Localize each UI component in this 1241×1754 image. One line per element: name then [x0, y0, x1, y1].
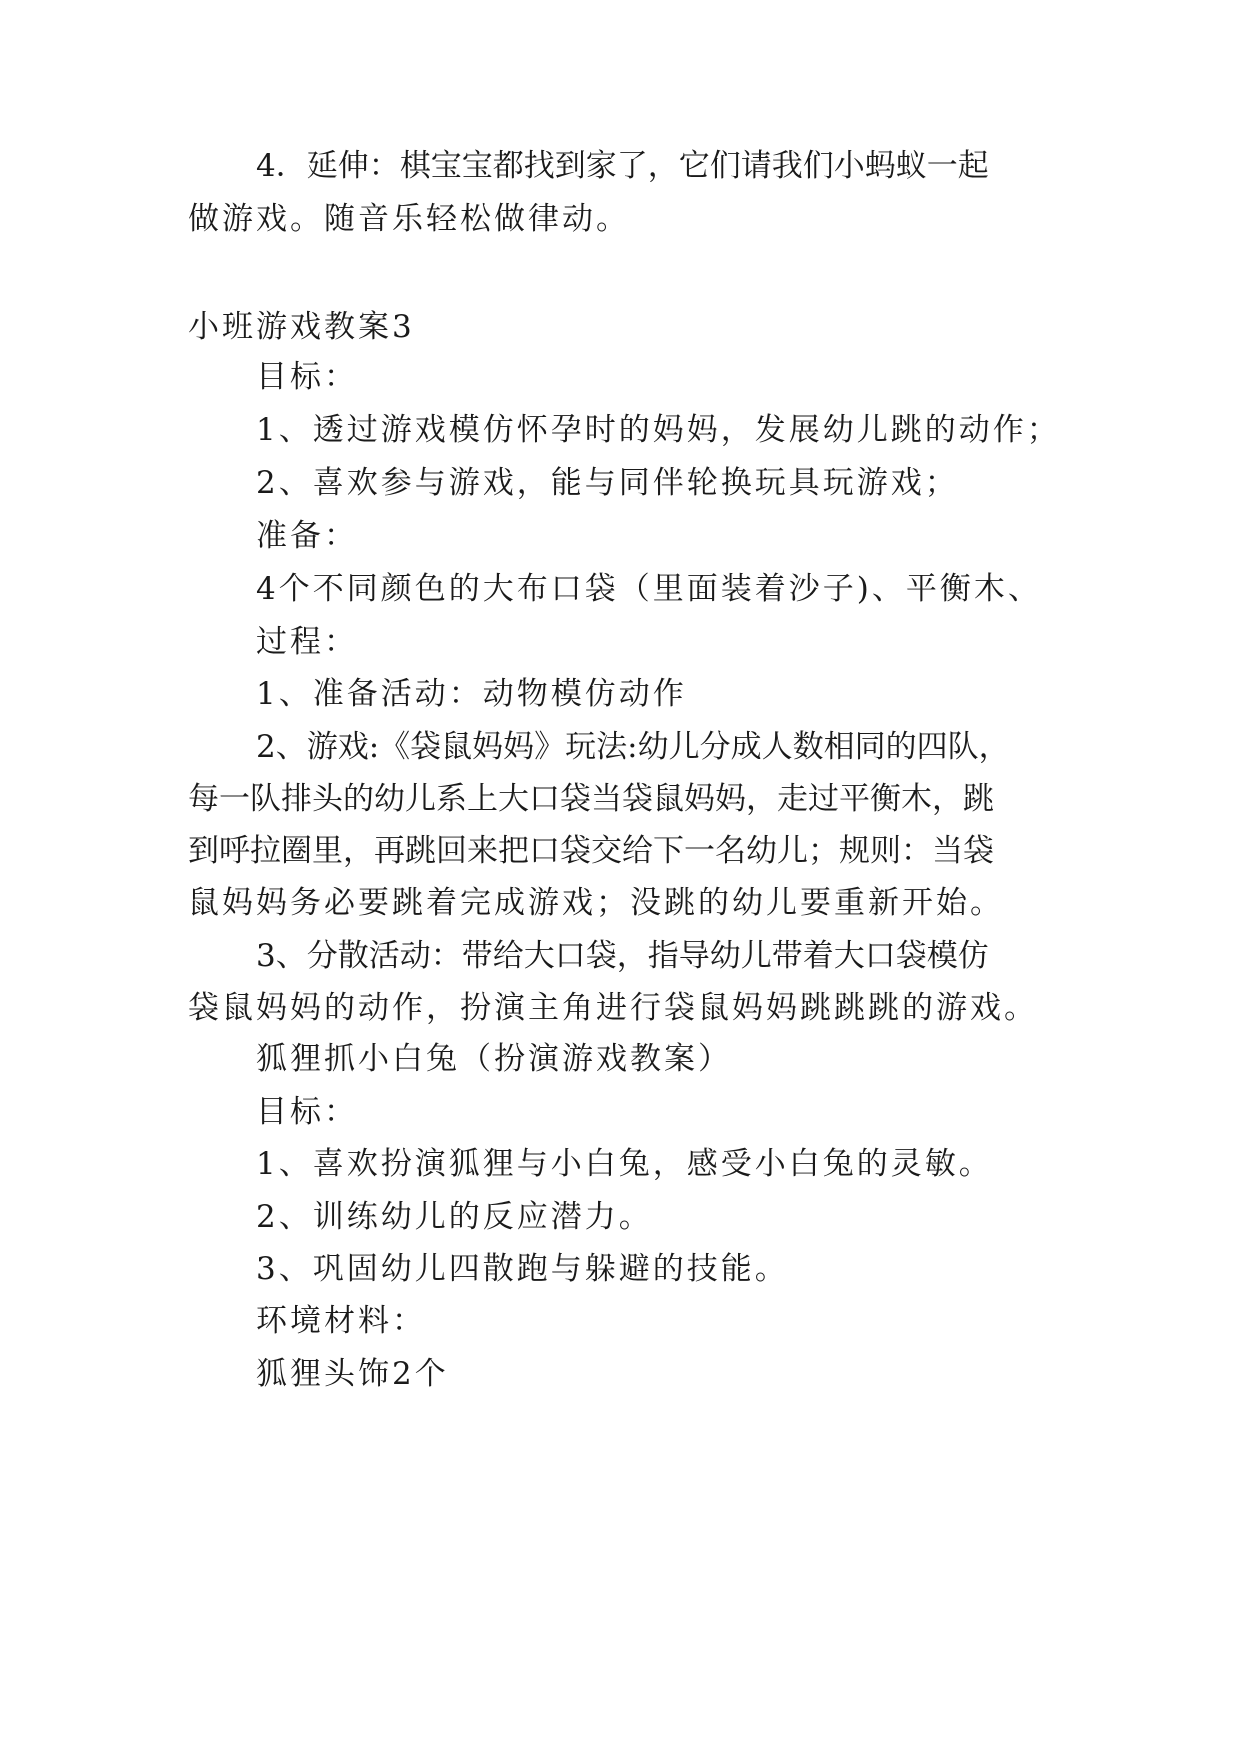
- list-item: 1、透过游戏模仿怀孕时的妈妈，发展幼儿跳的动作；: [256, 412, 1061, 448]
- paragraph-line: 4．延伸：棋宝宝都找到家了，它们请我们小蚂蚁一起: [256, 148, 989, 184]
- paragraph-line: 到呼拉圈里，再跳回来把口袋交给下一名幼儿；规则：当袋: [188, 833, 994, 869]
- paragraph-line: 做游戏。随音乐轻松做律动。: [188, 201, 630, 237]
- subheading-goals: 目标：: [256, 1094, 358, 1130]
- subheading-preparation: 准备：: [256, 518, 358, 554]
- subheading-process: 过程：: [256, 624, 358, 660]
- list-item: 2、喜欢参与游戏，能与同伴轮换玩具玩游戏；: [256, 465, 959, 501]
- paragraph-line: 每一队排头的幼儿系上大口袋当袋鼠妈妈，走过平衡木，跳: [188, 781, 994, 817]
- list-item: 2、训练幼儿的反应潜力。: [256, 1199, 653, 1235]
- paragraph-line: 2、游戏:《袋鼠妈妈》玩法:幼儿分成人数相同的四队，: [256, 729, 1010, 765]
- subheading-goals: 目标：: [256, 359, 358, 395]
- paragraph-line: 4个不同颜色的大布口袋（里面装着沙子)、平衡木、: [256, 571, 1042, 607]
- section-heading: 小班游戏教案3: [188, 309, 415, 345]
- list-item: 1、准备活动：动物模仿动作: [256, 676, 687, 712]
- subheading-materials: 环境材料：: [256, 1303, 426, 1339]
- section-heading: 狐狸抓小白兔（扮演游戏教案）: [256, 1041, 732, 1077]
- paragraph-line: 袋鼠妈妈的动作，扮演主角进行袋鼠妈妈跳跳跳的游戏。: [188, 990, 1038, 1026]
- list-item: 3、巩固幼儿四散跑与躲避的技能。: [256, 1251, 789, 1287]
- list-item: 1、喜欢扮演狐狸与小白兔，感受小白兔的灵敏。: [256, 1146, 993, 1182]
- paragraph-line: 狐狸头饰2个: [256, 1356, 449, 1392]
- paragraph-line: 3、分散活动：带给大口袋，指导幼儿带着大口袋模仿: [256, 938, 989, 974]
- paragraph-line: 鼠妈妈务必要跳着完成游戏；没跳的幼儿要重新开始。: [188, 885, 1004, 921]
